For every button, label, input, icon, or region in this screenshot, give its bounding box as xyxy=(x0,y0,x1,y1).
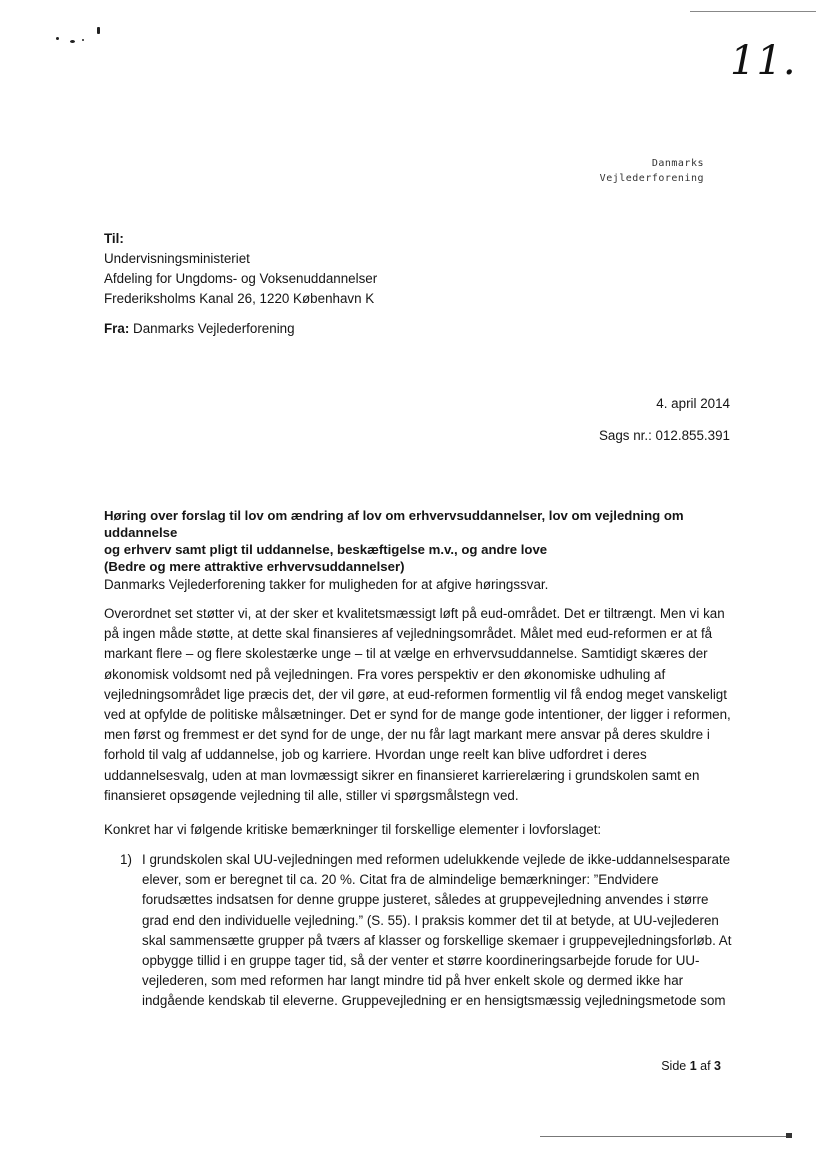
scan-speck xyxy=(82,39,84,41)
page-number-middle: af xyxy=(696,1059,715,1073)
subject-line: Høring over forslag til lov om ændring af lov om erhvervsuddannelser, lov om vejledning om uddannelse xyxy=(104,508,684,540)
paragraph-line: på ingen måde støtte, at dette skal finansieres af vejledningsområdet. Målet med eud-reformen er at få xyxy=(104,626,713,642)
recipient-line: Frederiksholms Kanal 26, 1220 København K xyxy=(104,291,375,306)
list-item-line: forudsættes indsatsen for denne gruppe justeret, således at gruppevejledning anvendes i større xyxy=(142,892,709,908)
subject-heading xyxy=(104,507,744,575)
list-item-text xyxy=(142,850,740,1012)
list-item-line: opbygge tillid i en gruppe tager tid, så der venter et større koordineringsarbejde forude for UU- xyxy=(142,953,700,969)
thanks-paragraph: Danmarks Vejlederforening takker for muligheden for at afgive høringssvar. xyxy=(104,577,549,592)
handwritten-number: 11. xyxy=(730,38,797,84)
case-number: Sags nr.: 012.855.391 xyxy=(598,428,730,443)
sender-label: Fra: xyxy=(104,321,130,336)
paragraph-line: markant flere – og flere skolestærke unge – til at vælge en erhvervsuddannelse. Samtidigt skæres der xyxy=(104,646,708,662)
paragraph-line: forhold til valg af uddannelse, job og karriere. Hvordan unge reelt kan blive udfordret i deres xyxy=(104,747,647,763)
paragraph-line: økonomisk voldsomt ned på vejledningen. Fra vores perspektiv er den økonomiske udhuling af xyxy=(104,666,666,682)
list-item-number: 1) xyxy=(120,852,132,867)
paragraph-line: men først og fremmest er det synd for de unge, der nu får lagt markant mere ansvar på deres skuldre i xyxy=(104,727,710,743)
list-item-line: skal sammensætte grupper på tværs af klasser og forskellige skemaer i gruppevejledningsforløb. At xyxy=(142,932,732,948)
list-item-line: indgående kendskab til eleverne. Gruppevejledning er en hensigtsmæssig vejledningsmetode som xyxy=(142,993,726,1009)
sender-line xyxy=(104,321,295,336)
subject-line: (Bedre og mere attraktive erhvervsuddannelser) xyxy=(104,559,405,574)
intro-paragraph: Konkret har vi følgende kritiske bemærkninger til forskellige elementer i lovforslaget: xyxy=(104,822,602,837)
paragraph-line: finansieret opsøgende vejledning til alle, stiller vi spørgsmålstegn ved. xyxy=(104,787,519,803)
subject-line: og erhverv samt pligt til uddannelse, beskæftigelse m.v., og andre love xyxy=(104,542,548,557)
paragraph-line: vejledningsområdet lige præcis det, der vil gøre, at eud-reformen formentlig vil få endog meget vanskeligt xyxy=(104,686,727,702)
scan-speck xyxy=(70,40,75,43)
paragraph-line: uddannelsesvalg, uden at man lovmæssigt sikrer en finansieret karrierelæring i grundskolen samt en xyxy=(104,767,700,783)
paragraph-line: Overordnet set støtter vi, at der sker et kvalitetsmæssigt løft på eud-området. Det er tiltrængt. Men vi kan xyxy=(104,606,725,621)
scan-edge-line xyxy=(540,1136,790,1137)
page-number xyxy=(661,1059,721,1073)
sender-value: Danmarks Vejlederforening xyxy=(133,321,295,336)
list-item-line: grad end den individuelle vejledning.” (S. 55). I praksis kommer det til at betyde, at UU-vejlederen xyxy=(142,912,719,928)
letter-date: 4. april 2014 xyxy=(656,396,730,411)
recipient-line: Afdeling for Ungdoms- og Voksenuddannelser xyxy=(104,271,378,286)
organization-logo xyxy=(600,156,704,186)
scan-speck xyxy=(97,27,100,34)
logo-line-1: Danmarks xyxy=(651,158,704,169)
page-number-prefix: Side xyxy=(661,1059,690,1073)
paragraph-line: ved at opfylde de politiske målsætninger. Det er synd for de mange gode intentioner, der ligger i reformen, xyxy=(104,707,731,723)
page-total: 3 xyxy=(714,1059,721,1073)
scan-edge-line xyxy=(690,11,816,12)
scan-edge-mark xyxy=(786,1133,792,1138)
main-paragraph xyxy=(104,604,734,806)
logo-line-2: Vejlederforening xyxy=(599,173,704,184)
list-item-line: I grundskolen skal UU-vejledningen med reformen udelukkende vejlede de ikke-uddannelsesparate xyxy=(142,852,731,867)
recipient-label: Til: xyxy=(104,231,124,246)
list-item-line: elever, som er beregnet til ca. 20 %. Citat fra de almindelige bemærkninger: ”Endvidere xyxy=(142,872,659,888)
recipient-line: Undervisningsministeriet xyxy=(104,251,250,266)
page-current: 1 xyxy=(689,1059,697,1073)
list-item-line: vejlederen, som med reformen har langt mindre tid på hver enkelt skole og dermed ikke har xyxy=(142,973,684,989)
scan-speck xyxy=(56,37,59,40)
recipient-block xyxy=(104,229,377,309)
